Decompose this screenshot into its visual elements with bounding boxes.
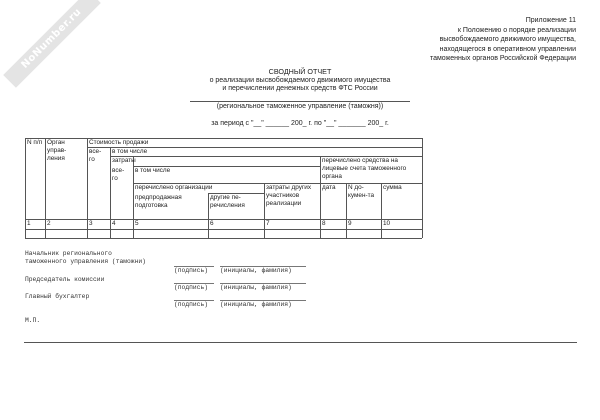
table-border-right	[422, 138, 423, 238]
appendix-line: находящегося в оперативном управлении	[439, 45, 576, 53]
header-sum: сумма	[383, 184, 402, 191]
table-cell-empty[interactable]	[87, 229, 110, 238]
column-number: 6	[210, 220, 214, 227]
signature-title: Начальник регионального таможенного управления (таможни)	[25, 250, 146, 265]
report-title	[180, 68, 420, 94]
column-number: 1	[27, 220, 31, 227]
header-organ: Орган управ-ления	[47, 139, 67, 162]
appendix-line: Приложение 11	[525, 17, 576, 24]
bottom-rule	[24, 342, 577, 343]
column-number: 8	[322, 220, 326, 227]
header-doc-num: N до-кумен-та	[348, 184, 375, 199]
period-line: за период с "__" ______ 200_ г. по "__" _______ 200_ г.	[211, 120, 389, 127]
header-other-participants: затраты других участников реализации	[266, 184, 312, 207]
table-cell-empty[interactable]	[45, 229, 87, 238]
name-caption: (инициалы, фамилия)	[220, 284, 292, 291]
column-number: 4	[112, 220, 116, 227]
header-transferred-org: перечислено организации	[135, 184, 213, 191]
header-costs: затраты	[112, 157, 136, 164]
signature-caption: (подпись)	[174, 267, 209, 274]
table-cell-empty[interactable]	[25, 229, 45, 238]
signature-title: Председатель комиссии	[25, 276, 105, 283]
table-rule	[25, 219, 422, 220]
header-presale: предпродажная подготовка	[135, 194, 182, 209]
appendix-note	[430, 16, 576, 64]
header-total: все-го	[89, 148, 102, 163]
signature-caption: (подпись)	[174, 301, 209, 308]
column-number: 2	[47, 220, 51, 227]
region-caption: (региональное таможенное управление (таможня))	[216, 103, 384, 110]
header-sale-cost: Стоимость продажи	[89, 139, 149, 146]
title-line: о реализации высвобождаемого движимого имущества	[209, 76, 391, 84]
signature-caption: (подпись)	[174, 284, 209, 291]
table-cell-empty[interactable]	[346, 229, 381, 238]
header-including: в том числе	[112, 148, 148, 155]
title-line: и перечислении денежных средств ФТС России	[222, 85, 378, 92]
stamp-placeholder: М.П.	[25, 317, 41, 324]
column-number: 3	[89, 220, 93, 227]
table-cell-empty[interactable]	[264, 229, 320, 238]
header-costs-total: все-го	[112, 167, 125, 182]
table-cell-empty[interactable]	[133, 229, 208, 238]
watermark: NoNumber.ru	[3, 0, 101, 88]
table-cell-empty[interactable]	[208, 229, 264, 238]
header-date: дата	[322, 184, 336, 191]
header-costs-including: в том числе	[135, 167, 171, 174]
appendix-line: высвобождаемого движимого имущества,	[439, 36, 576, 43]
header-transferred-accounts: перечислено средства на лицевые счета таможенного органа	[322, 157, 407, 180]
table-cell-empty[interactable]	[110, 229, 133, 238]
column-number: 10	[383, 220, 391, 227]
name-caption: (инициалы, фамилия)	[220, 301, 292, 308]
appendix-line: таможенных органов Российской Федерации	[429, 55, 576, 62]
region-underline	[190, 101, 410, 102]
header-num: N п/п	[27, 139, 43, 146]
table-border-bottom	[25, 238, 422, 239]
header-other-transfers: другие пе-речисления	[210, 194, 245, 209]
table-cell-empty[interactable]	[381, 229, 422, 238]
column-number: 7	[266, 220, 270, 227]
table-cell-empty[interactable]	[320, 229, 346, 238]
column-number: 5	[135, 220, 139, 227]
column-number: 9	[348, 220, 352, 227]
appendix-line: к Положению о порядке реализации	[457, 26, 576, 34]
signature-title: Главный бухгалтер	[25, 293, 90, 300]
title-main: СВОДНЫЙ ОТЧЕТ	[268, 67, 332, 76]
name-caption: (инициалы, фамилия)	[220, 267, 292, 274]
